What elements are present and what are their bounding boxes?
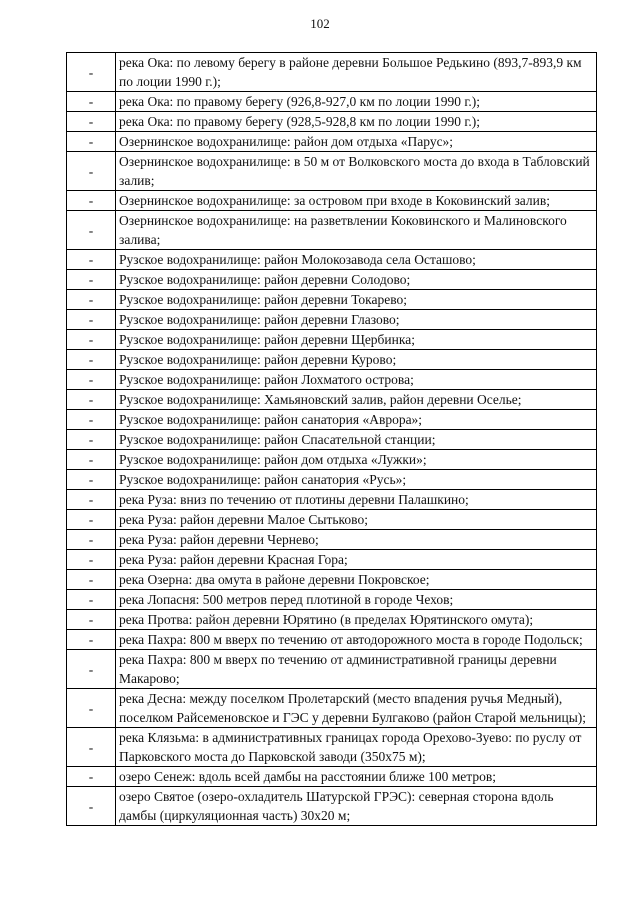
row-marker: - [67,530,116,550]
row-marker: - [67,410,116,430]
row-marker: - [67,767,116,787]
row-text: Рузское водохранилище: Хамьяновский залив, район деревни Оселье; [116,390,597,410]
table-row [67,787,597,826]
row-text: река Протва: район деревни Юрятино (в пределах Юрятинского омута); [116,610,597,630]
row-marker: - [67,728,116,767]
table-row [67,132,597,152]
table-row [67,112,597,132]
row-text: Рузское водохранилище: район деревни Щербинка; [116,330,597,350]
row-marker: - [67,689,116,728]
row-text: Рузское водохранилище: район деревни Курово; [116,350,597,370]
table-row [67,250,597,270]
row-text: река Руза: вниз по течению от плотины деревни Палашкино; [116,490,597,510]
row-text: река Руза: район деревни Малое Сытьково; [116,510,597,530]
table-row [67,390,597,410]
row-text: река Озерна: два омута в районе деревни Покровское; [116,570,597,590]
row-text: река Десна: между поселком Пролетарский (место впадения ручья Медный), поселком Райсеменовское и ГЭС у деревни Булгаково (район Старой мельницы); [116,689,597,728]
row-marker: - [67,390,116,410]
locations-table-body [67,53,597,826]
table-row [67,310,597,330]
table-row [67,450,597,470]
table-row [67,570,597,590]
row-marker: - [67,650,116,689]
row-text: река Лопасня: 500 метров перед плотиной в городе Чехов; [116,590,597,610]
row-text: Озернинское водохранилище: за островом при входе в Коковинский залив; [116,191,597,211]
table-row [67,410,597,430]
table-row [67,470,597,490]
row-text: Озернинское водохранилище: район дом отдыха «Парус»; [116,132,597,152]
row-marker: - [67,370,116,390]
table-row [67,53,597,92]
row-text: Рузское водохранилище: район деревни Глазово; [116,310,597,330]
row-marker: - [67,510,116,530]
row-marker: - [67,330,116,350]
table-row [67,630,597,650]
row-marker: - [67,787,116,826]
row-text: река Пахра: 800 м вверх по течению от автодорожного моста в городе Подольск; [116,630,597,650]
row-marker: - [67,112,116,132]
table-row [67,550,597,570]
row-text: река Ока: по правому берегу (928,5-928,8 км по лоции 1990 г.); [116,112,597,132]
row-marker: - [67,430,116,450]
table-row [67,767,597,787]
row-marker: - [67,470,116,490]
row-text: река Ока: по правому берегу (926,8-927,0 км по лоции 1990 г.); [116,92,597,112]
row-marker: - [67,290,116,310]
row-marker: - [67,250,116,270]
row-marker: - [67,350,116,370]
table-row [67,728,597,767]
table-row [67,350,597,370]
table-row [67,689,597,728]
row-marker: - [67,191,116,211]
row-text: река Ока: по левому берегу в районе деревни Большое Редькино (893,7-893,9 км по лоции 1990 г.); [116,53,597,92]
table-row [67,610,597,630]
page-number: 102 [310,16,330,31]
row-marker: - [67,490,116,510]
row-marker: - [67,550,116,570]
table-row [67,191,597,211]
table-row [67,650,597,689]
row-text: Рузское водохранилище: район Молокозавода села Осташово; [116,250,597,270]
row-marker: - [67,270,116,290]
row-text: Рузское водохранилище: район Лохматого острова; [116,370,597,390]
table-row [67,270,597,290]
row-marker: - [67,132,116,152]
row-text: Озернинское водохранилище: на разветвлении Коковинского и Малиновского залива; [116,211,597,250]
table-row [67,290,597,310]
row-marker: - [67,53,116,92]
table-row [67,510,597,530]
locations-table [66,52,597,826]
row-text: озеро Сенеж: вдоль всей дамбы на расстоянии ближе 100 метров; [116,767,597,787]
row-marker: - [67,92,116,112]
row-marker: - [67,610,116,630]
row-text: Рузское водохранилище: район дом отдыха «Лужки»; [116,450,597,470]
row-marker: - [67,152,116,191]
table-row [67,152,597,191]
row-text: река Руза: район деревни Красная Гора; [116,550,597,570]
table-row [67,530,597,550]
row-marker: - [67,570,116,590]
table-row [67,430,597,450]
row-marker: - [67,630,116,650]
row-marker: - [67,310,116,330]
row-text: Рузское водохранилище: район Спасательной станции; [116,430,597,450]
row-text: река Пахра: 800 м вверх по течению от административной границы деревни Макарово; [116,650,597,689]
table-row [67,490,597,510]
row-text: Озернинское водохранилище: в 50 м от Волковского моста до входа в Табловский залив; [116,152,597,191]
row-marker: - [67,211,116,250]
table-row [67,92,597,112]
row-text: Рузское водохранилище: район деревни Солодово; [116,270,597,290]
row-text: река Клязьма: в административных границах города Орехово-Зуево: по руслу от Парковского моста до Парковской заводи (350х75 м); [116,728,597,767]
row-text: Рузское водохранилище: район деревни Токарево; [116,290,597,310]
table-row [67,370,597,390]
table-row [67,211,597,250]
row-text: река Руза: район деревни Чернево; [116,530,597,550]
row-marker: - [67,450,116,470]
table-row [67,330,597,350]
row-text: Рузское водохранилище: район санатория «Аврора»; [116,410,597,430]
row-text: озеро Святое (озеро-охладитель Шатурской ГРЭС): северная сторона вдоль дамбы (циркуляционная часть) 30х20 м; [116,787,597,826]
table-row [67,590,597,610]
row-text: Рузское водохранилище: район санатория «Русь»; [116,470,597,490]
row-marker: - [67,590,116,610]
